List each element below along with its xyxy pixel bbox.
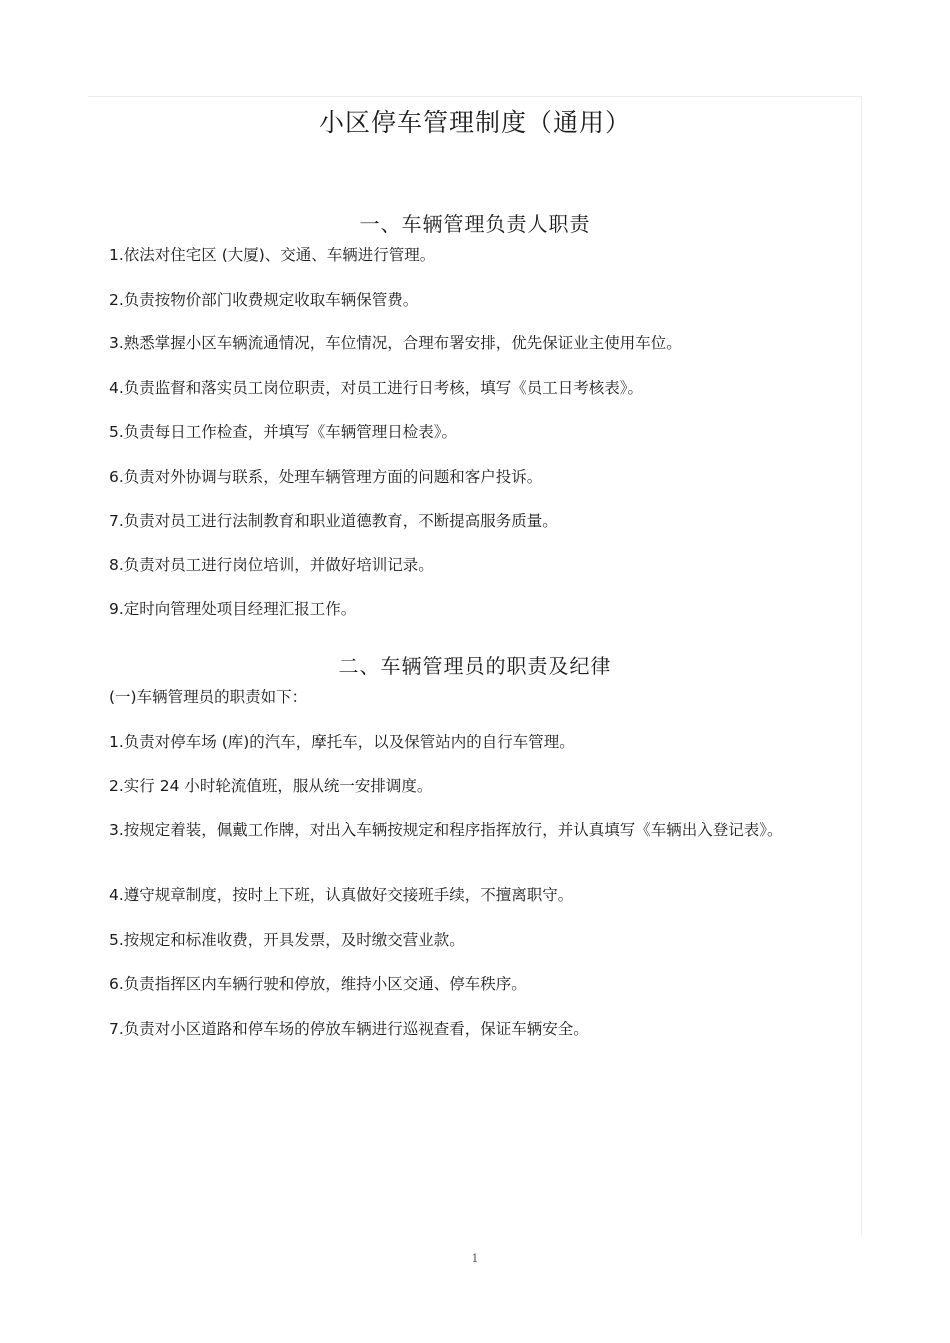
section-1-heading: 一、车辆管理负责人职责: [359, 212, 591, 236]
section-2-item-1: 1.负责对停车场 (库)的汽车，摩托车，以及保管站内的自行车管理。: [109, 733, 575, 751]
section-1-item-9: 9.定时向管理处项目经理汇报工作。: [109, 600, 357, 618]
section-1-item-7: 7.负责对员工进行法制教育和职业道德教育，不断提高服务质量。: [109, 512, 558, 530]
section-1-item-3: 3.熟悉掌握小区车辆流通情况，车位情况，合理布署安排，优先保证业主使用车位。: [109, 334, 682, 352]
section-1-item-4: 4.负责监督和落实员工岗位职责，对员工进行日考核，填写《员工日考核表》。: [109, 379, 644, 397]
section-1-item-5: 5.负责每日工作检查，并填写《车辆管理日检表》。: [109, 423, 458, 441]
section-2-item-3: 3.按规定着装，佩戴工作牌，对出入车辆按规定和程序指挥放行，并认真填写《车辆出入登记表》。: [109, 821, 783, 839]
section-2-heading: 二、车辆管理员的职责及纪律: [338, 654, 612, 678]
section-2-item-6: 6.负责指挥区内车辆行驶和停放，维持小区交通、停车秩序。: [109, 975, 527, 993]
section-1-item-8: 8.负责对员工进行岗位培训，并做好培训记录。: [109, 556, 434, 574]
section-2-item-4: 4.遵守规章制度，按时上下班，认真做好交接班手续，不擅离职守。: [109, 886, 574, 904]
section-2-subheading: (一)车辆管理员的职责如下：: [109, 688, 308, 706]
section-1-item-6: 6.负责对外协调与联系，处理车辆管理方面的问题和客户投诉。: [109, 468, 543, 486]
section-2-item-7: 7.负责对小区道路和停车场的停放车辆进行巡视查看，保证车辆安全。: [109, 1020, 589, 1038]
section-1-item-1: 1.依法对住宅区 (大厦)、交通、车辆进行管理。: [109, 246, 436, 264]
page-number: 1: [471, 1252, 479, 1265]
section-2-item-5: 5.按规定和标准收费，开具发票，及时缴交营业款。: [109, 931, 465, 949]
section-1-item-2: 2.负责按物价部门收费规定收取车辆保管费。: [109, 291, 419, 309]
section-2-item-2: 2.实行 24 小时轮流值班，服从统一安排调度。: [109, 777, 433, 795]
document-title: 小区停车管理制度（通用）: [318, 108, 631, 137]
page-border-top: [88, 96, 862, 97]
